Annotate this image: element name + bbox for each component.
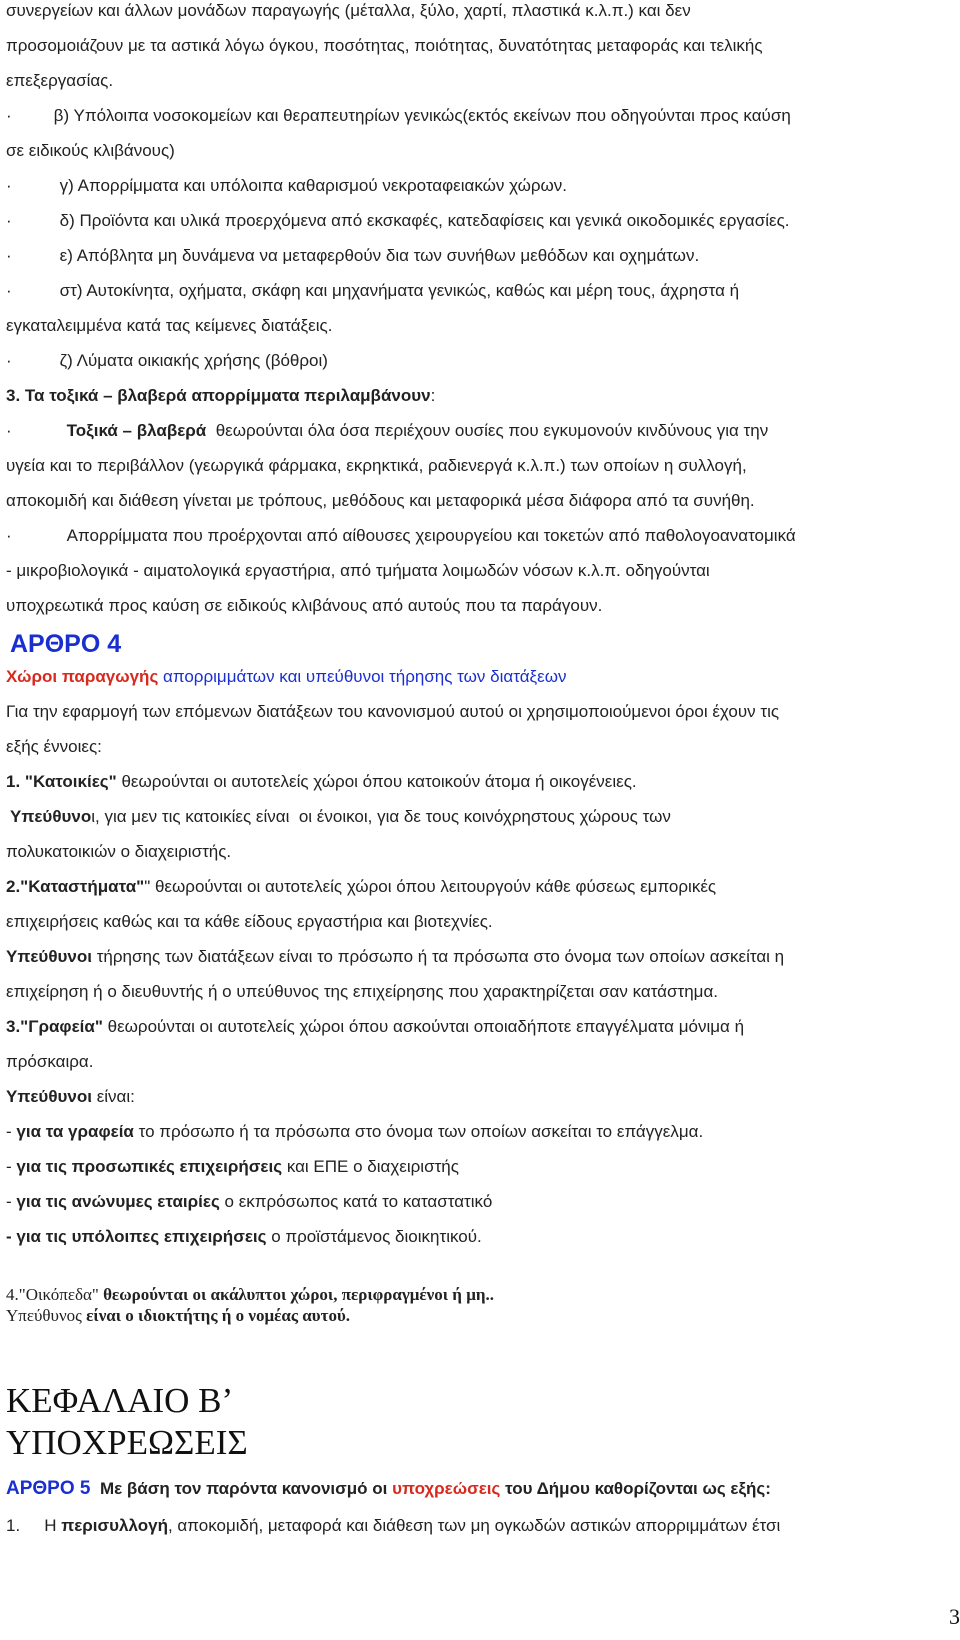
numbered-item: 1. Η περισυλλογή, αποκομιδή, μεταφορά και διάθεση των μη ογκωδών αστικών απορριμμάτων έτσι (6, 1516, 781, 1535)
paragraph-line: υγεία και το περιβάλλον (γεωργικά φάρμακα, εκρηκτικά, ραδιενεργά κ.λ.π.) των οποίων η συλλογή, (6, 456, 747, 475)
chapter-title: ΚΕΦΑΛΑΙΟ Β’ (6, 1381, 234, 1420)
bullet: · (6, 421, 12, 440)
list-item: - για τις υπόλοιπες επιχειρήσεις ο προϊστάμενος διοικητικού. (6, 1227, 482, 1246)
page-number: 3 (949, 1604, 960, 1629)
paragraph-line: πολυκατοικιών ο διαχειριστής. (6, 842, 232, 861)
paragraph-line: εξής έννοιες: (6, 737, 102, 756)
definition-item: 1. "Κατοικίες" θεωρούνται οι αυτοτελείς χώροι όπου κατοικούν άτομα ή οικογένειες. (6, 772, 637, 791)
list-item: - για τα γραφεία το πρόσωπο ή τα πρόσωπα στο όνομα των οποίων ασκείται το επάγγελμα. (6, 1122, 704, 1141)
paragraph-line: Υπεύθυνοι είναι: (6, 1087, 135, 1106)
paragraph-line: Υπεύθυνοι, για μεν τις κατοικίες είναι οι ένοικοι, για δε τους κοινόχρηστους χώρους των (10, 807, 671, 826)
bullet: · (6, 526, 12, 545)
bullet: · (6, 211, 12, 230)
list-item: · β) Υπόλοιπα νοσοκομείων και θεραπευτηρίων γενικώς(εκτός εκείνων που οδηγούνται προς καύση (6, 106, 791, 125)
section-heading: 3. Τα τοξικά – βλαβερά απορρίμματα περιλαμβάνουν: (6, 386, 436, 405)
paragraph-line: επεξεργασίας. (6, 71, 114, 90)
paragraph-line: πρόσκαιρα. (6, 1052, 94, 1071)
list-item: · Απορρίμματα που προέρχονται από αίθουσες χειρουργείου και τοκετών από παθολογοανατομικά (6, 526, 796, 545)
paragraph-line: - μικροβιολογικά - αιματολογικά εργαστήρια, από τμήματα λοιμωδών νόσων κ.λ.π. οδηγούνται (6, 561, 710, 580)
paragraph-line: συνεργείων και άλλων μονάδων παραγωγής (μέταλλα, ξύλο, χαρτί, πλαστικά κ.λ.π.) και δεν (6, 1, 691, 20)
list-item: - για τις προσωπικές επιχειρήσεις και ΕΠΕ ο διαχειριστής (6, 1157, 459, 1176)
list-item: · στ) Αυτοκίνητα, οχήματα, σκάφη και μηχανήματα γενικώς, καθώς και μέρη τους, άχρηστα ή (6, 281, 740, 300)
definition-item: 2."Καταστήματα"" θεωρούνται οι αυτοτελείς χώροι όπου λειτουργούν κάθε φύσεως εμπορικές (6, 877, 717, 896)
paragraph-line: υποχρεωτικά προς καύση σε ειδικούς κλιβάνους από αυτούς που τα παράγουν. (6, 596, 603, 615)
paragraph-line: προσομοιάζουν με τα αστικά λόγω όγκου, ποσότητας, ποιότητας, δυνατότητας μεταφοράς και τελικής (6, 36, 763, 55)
bullet: · (6, 281, 12, 300)
paragraph-line: Για την εφαρμογή των επόμενων διατάξεων του κανονισμού αυτού οι χρησιμοποιούμενοι όροι έχουν τις (6, 702, 780, 721)
bullet: · (6, 351, 12, 370)
bullet: · (6, 106, 12, 125)
list-item: - για τις ανώνυμες εταιρίες ο εκπρόσωπος κατά το καταστατικό (6, 1192, 493, 1211)
bullet: · (6, 176, 12, 195)
paragraph-line: επιχείρηση ή ο διευθυντής ή ο υπεύθυνος της επιχείρησης που χαρακτηρίζεται σαν κατάστημα. (6, 982, 719, 1001)
definition-item: 3."Γραφεία" θεωρούνται οι αυτοτελείς χώροι όπου ασκούνται οποιαδήποτε επαγγέλματα μόνιμα ή (6, 1017, 745, 1036)
list-item: · ε) Απόβλητα μη δυνάμενα να μεταφερθούν δια των συνήθων μεθόδων και οχημάτων. (6, 246, 700, 265)
paragraph-line: Υπεύθυνοι τήρησης των διατάξεων είναι το πρόσωπο ή τα πρόσωπα στο όνομα των οποίων ασκείται η (6, 947, 785, 966)
paragraph-line: Υπεύθυνος είναι ο ιδιοκτήτης ή ο νομέας αυτού. (6, 1306, 351, 1325)
list-item: · Τοξικά – βλαβερά θεωρούνται όλα όσα περιέχουν ουσίες που εγκυμονούν κινδύνους για την (6, 421, 769, 440)
list-item: · δ) Προϊόντα και υλικά προερχόμενα από εκσκαφές, κατεδαφίσεις και γενικά οικοδομικές εργασίες. (6, 211, 790, 230)
article-5-heading: ΑΡΘΡΟ 5 Με βάση τον παρόντα κανονισμό οι υποχρεώσεις του Δήμου καθορίζονται ως εξής: (6, 1478, 771, 1499)
paragraph-line: σε ειδικούς κλιβάνους) (6, 141, 175, 160)
paragraph-line: εγκαταλειμμένα κατά τας κείμενες διατάξεις. (6, 316, 333, 335)
paragraph-line: επιχειρήσεις καθώς και τα κάθε είδους εργαστήρια και βιοτεχνίες. (6, 912, 493, 931)
chapter-subtitle: ΥΠΟΧΡΕΩΣΕΙΣ (6, 1423, 248, 1462)
article-4-title: ΑΡΘΡΟ 4 (10, 630, 122, 658)
definition-item: 4."Οικόπεδα" θεωρούνται οι ακάλυπτοι χώροι, περιφραγμένοι ή μη.. (6, 1285, 494, 1304)
list-item: · ζ) Λύματα οικιακής χρήσης (βόθροι) (6, 351, 328, 370)
bullet: · (6, 246, 12, 265)
list-item: · γ) Απορρίμματα και υπόλοιπα καθαρισμού νεκροταφειακών χώρων. (6, 176, 568, 195)
paragraph-line: αποκομιδή και διάθεση γίνεται με τρόπους, μεθόδους και μεταφορικά μέσα διάφορα από τα συνήθη. (6, 491, 755, 510)
article-4-subtitle: Χώροι παραγωγής απορριμμάτων και υπεύθυνοι τήρησης των διατάξεων (6, 667, 567, 686)
